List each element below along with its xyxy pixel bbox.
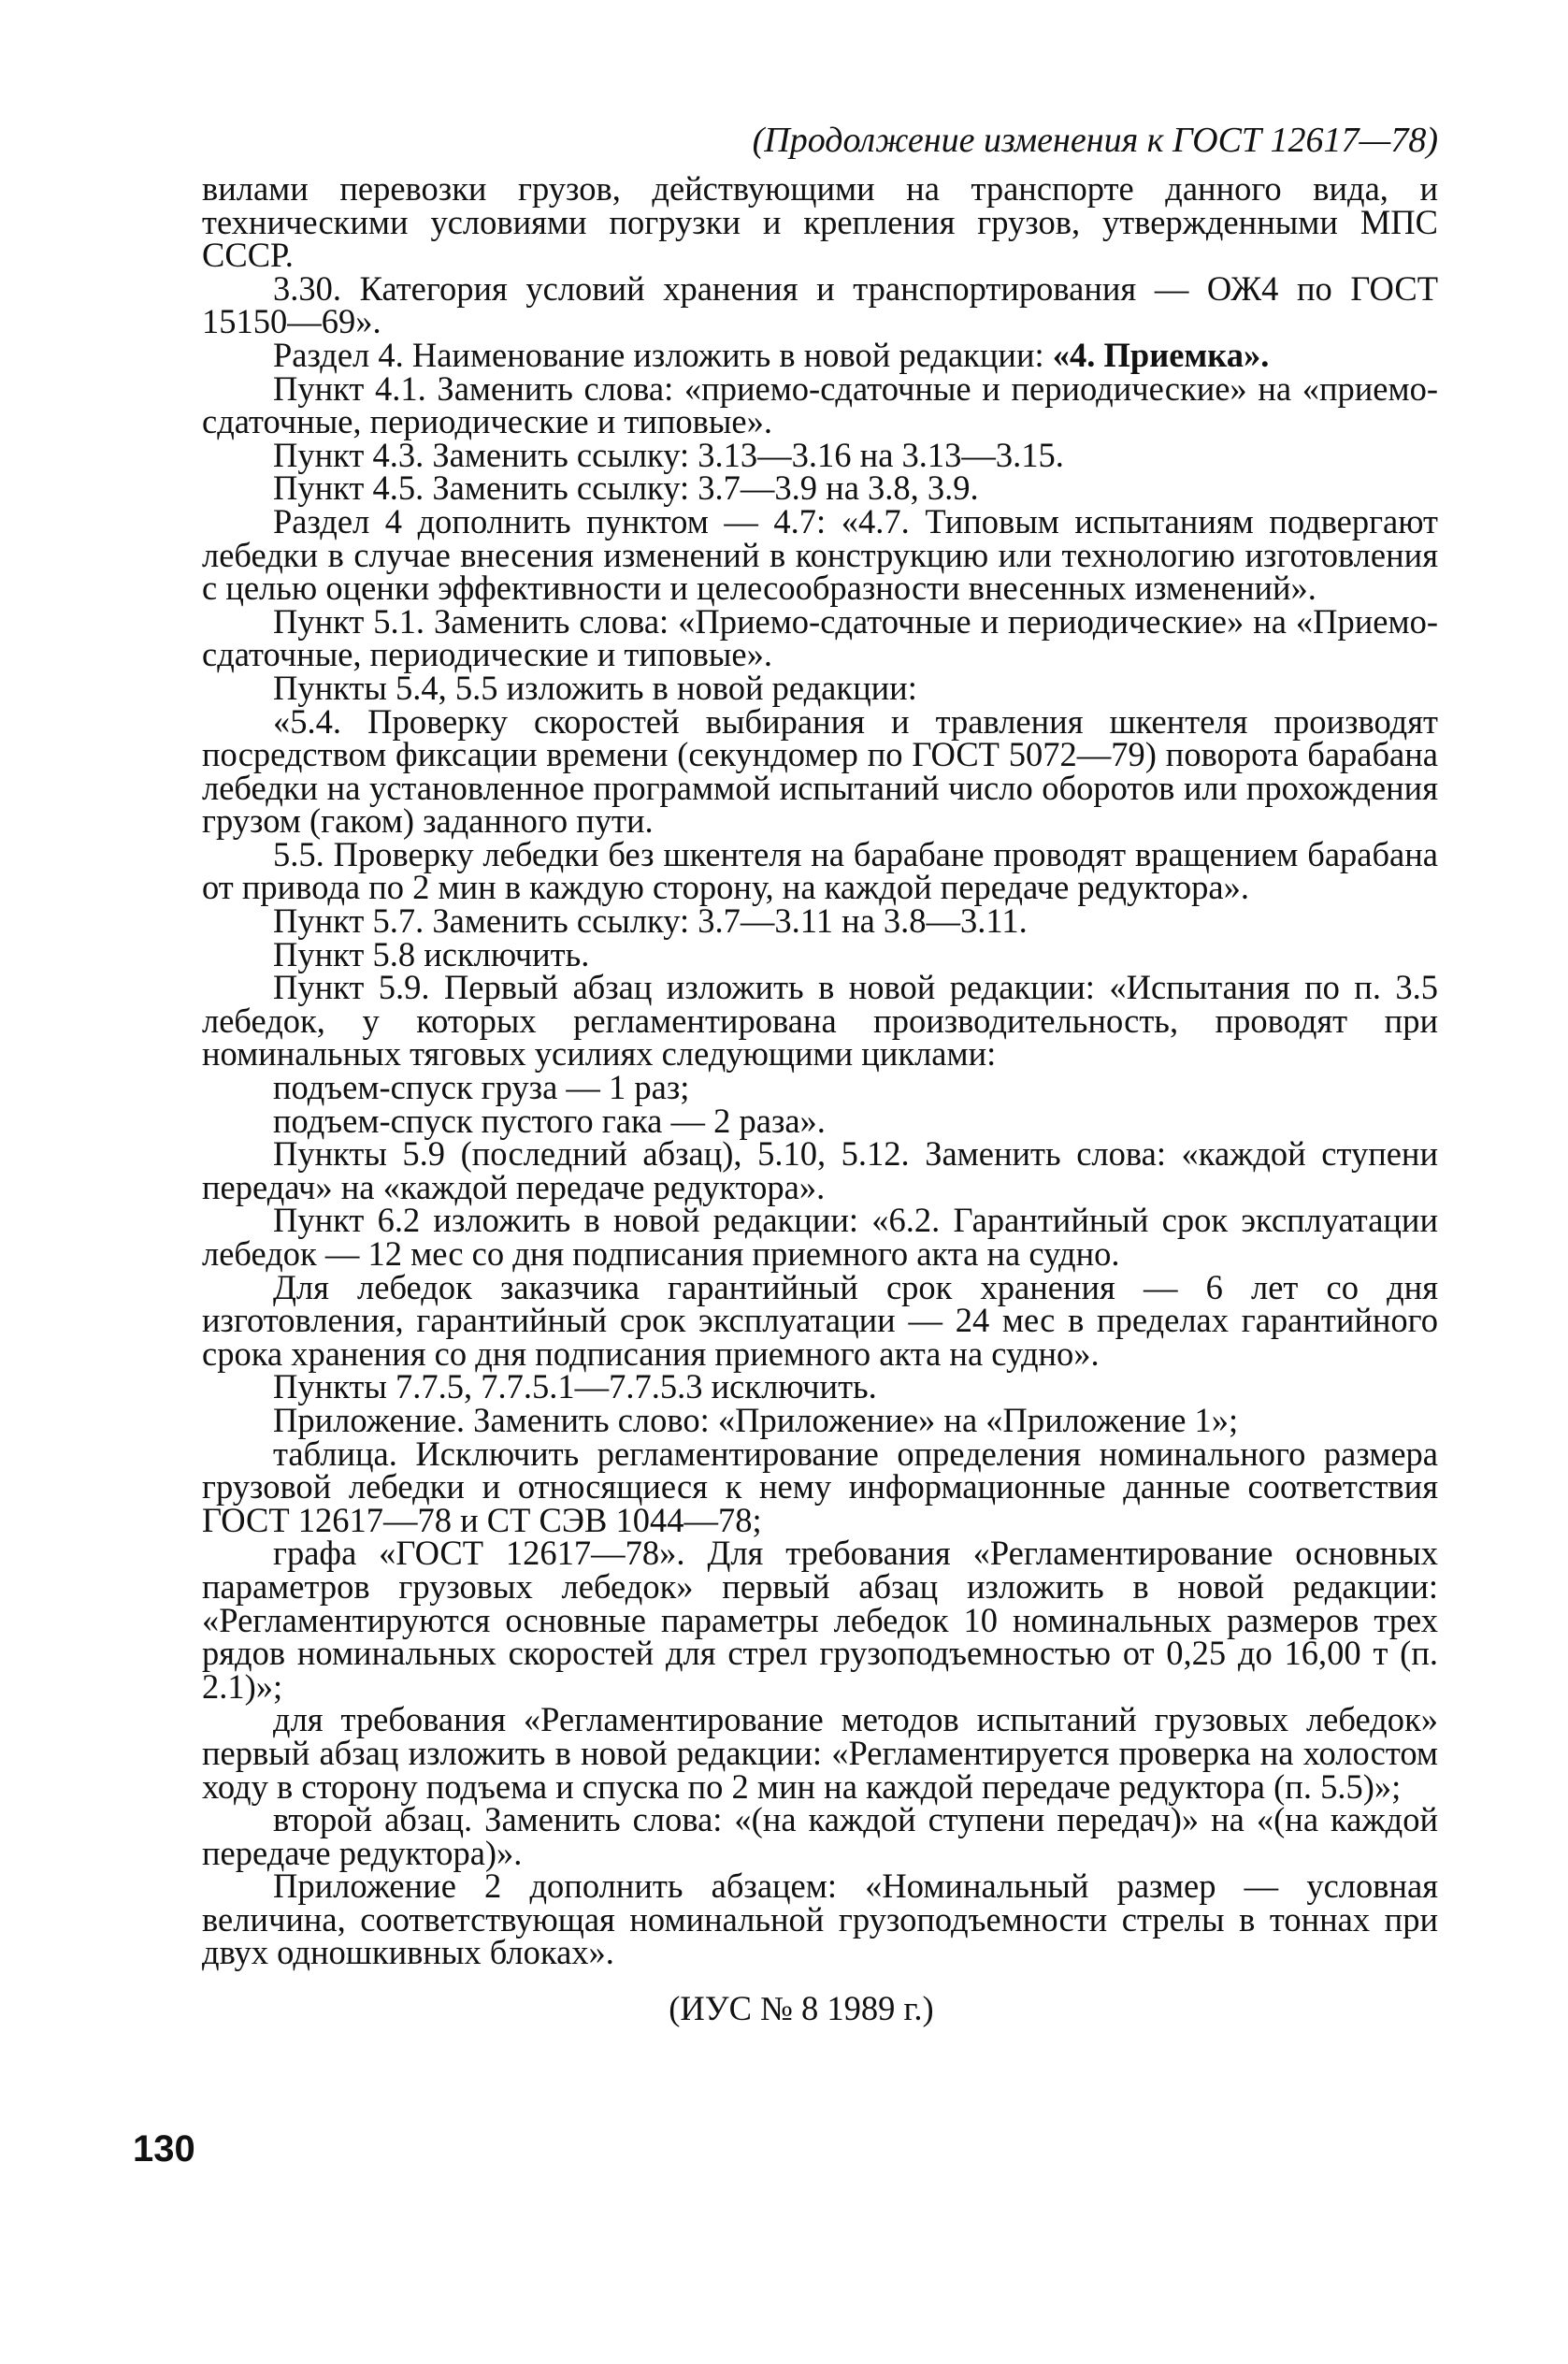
- bold-text: «4. Приемка».: [1052, 335, 1270, 374]
- inserted-text: «4.7. Типовым испытаниям подвергают лебедки в случае внесения изменений в конструкцию или технологию изготовления с целью оценки эффективности и целесообразности внесенных изменений».: [202, 501, 1438, 608]
- paragraph: Пункт 5.1. Заменить слова: «Приемо-сдаточные и периодические» на «Приемо-сдаточные, периодические и типовые».: [202, 601, 1438, 674]
- paragraph: Для лебедок заказчика гарантийный срок хранения — 6 лет со дня изготовления, гарантийный срок эксплуатации — 24 мес в пределах гарантийного срока хранения со дня подписания приемного акта на судно».: [202, 1267, 1438, 1373]
- paragraph-text: Раздел 4. Наименование изложить в новой редакции:: [273, 335, 1044, 374]
- paragraph: Пункты 7.7.5, 7.7.5.1—7.7.5.3 исключить.: [273, 1367, 877, 1406]
- paragraph: Пункт 5.8 исключить.: [273, 934, 590, 973]
- paragraph: второй абзац. Заменить слова: «(на каждой ступени передач)» на «(на каждой передаче редуктора)».: [202, 1800, 1438, 1872]
- paragraph: вилами перевозки грузов, действующими на транспорте данного вида, и техническими условиями погрузки и крепления грузов, утвержденными МПС СССР.: [202, 169, 1438, 275]
- paragraph: Пункт 5.7. Заменить ссылку: 3.7—3.11 на 3.8—3.11.: [273, 901, 1028, 941]
- paragraph: 3.30. Категория условий хранения и транспортирования — ОЖ4 по ГОСТ 15150—69».: [202, 268, 1438, 341]
- paragraph: подъем-спуск пустого гака — 2 раза».: [273, 1101, 826, 1140]
- paragraph: для требования «Регламентирование методов испытаний грузовых лебедок» первый абзац изложить в новой редакции: «Регламентируется проверка на холостом ходу в сторону подъема и спуска по 2 мин на каждой передаче редуктора (п. 5.5)»;: [202, 1700, 1438, 1806]
- paragraph: Приложение 2 дополнить абзацем: «Номинальный размер — условная величина, соответствующая номинальной грузоподъемности стрелы в тоннах при двух одношкивных блоках».: [202, 1867, 1438, 1972]
- source-note: (ИУС № 8 1989 г.): [669, 1989, 934, 2028]
- paragraph: Пункты 5.4, 5.5 изложить в новой редакции:: [273, 668, 917, 707]
- paragraph: [202, 501, 1438, 608]
- paragraph-text: Раздел 4 дополнить пунктом — 4.7:: [273, 501, 827, 541]
- paragraph: [202, 968, 1438, 1074]
- paragraph: Пункт 4.3. Заменить ссылку: 3.13—3.16 на 3.13—3.15.: [273, 435, 1064, 474]
- paragraph: «5.4. Проверку скоростей выбирания и травления шкентеля производят посредством фиксации времени (секундомер по ГОСТ 5072—79) поворота барабана лебедки на установленное программой испытаний число оборотов или прохождения грузом (гаком) заданного пути.: [202, 701, 1438, 841]
- inserted-text: лебедок, у которых регламентирована производительность, проводят при номинальных тяговых усилиях следующими циклами:: [202, 1001, 1438, 1074]
- paragraph: [202, 335, 1438, 374]
- text-block: [202, 120, 1438, 2028]
- paragraph: Пункт 6.2 изложить в новой редакции: «6.2. Гарантийный срок эксплуатации лебедок — 12 мес со дня подписания приемного акта на судно.: [202, 1201, 1438, 1273]
- page-header: (Продолжение изменения к ГОСТ 12617—78): [752, 121, 1438, 160]
- paragraph: подъем-спуск груза — 1 раз;: [273, 1068, 690, 1107]
- paragraph: таблица. Исключить регламентирование определения номинального размера грузовой лебедки и относящиеся к нему информационные данные соответствия ГОСТ 12617—78 и СТ СЭВ 1044—78;: [202, 1434, 1438, 1539]
- paragraph: Приложение. Заменить слово: «Приложение» на «Приложение 1»;: [273, 1400, 1239, 1439]
- paragraph: Пункты 5.9 (последний абзац), 5.10, 5.12. Заменить слова: «каждой ступени передач» на «каждой передаче редуктора».: [202, 1134, 1438, 1206]
- paragraph-text: Пункт 5.9. Первый абзац изложить в новой редакции: «Испытания по п. 3.5: [273, 968, 1438, 1007]
- paragraph: Пункт 4.5. Заменить ссылку: 3.7—3.9 на 3.8, 3.9.: [273, 468, 979, 508]
- page-number: 130: [133, 2128, 195, 2169]
- paragraph: графа «ГОСТ 12617—78». Для требования «Регламентирование основных параметров грузовых лебедок» первый абзац изложить в новой редакции: «Регламентируются основные параметры лебедок 10 номинальных размеров трех рядов номинальных скоростей для стрел грузоподъемностью от 0,25 до 16,00 т (п. 2.1)»;: [202, 1534, 1438, 1706]
- paragraph: 5.5. Проверку лебедки без шкентеля на барабане проводят вращением барабана от привода по 2 мин в каждую сторону, на каждой передаче редуктора».: [202, 834, 1438, 907]
- paragraph: Пункт 4.1. Заменить слова: «приемо-сдаточные и периодические» на «приемо-сдаточные, периодические и типовые».: [202, 368, 1438, 441]
